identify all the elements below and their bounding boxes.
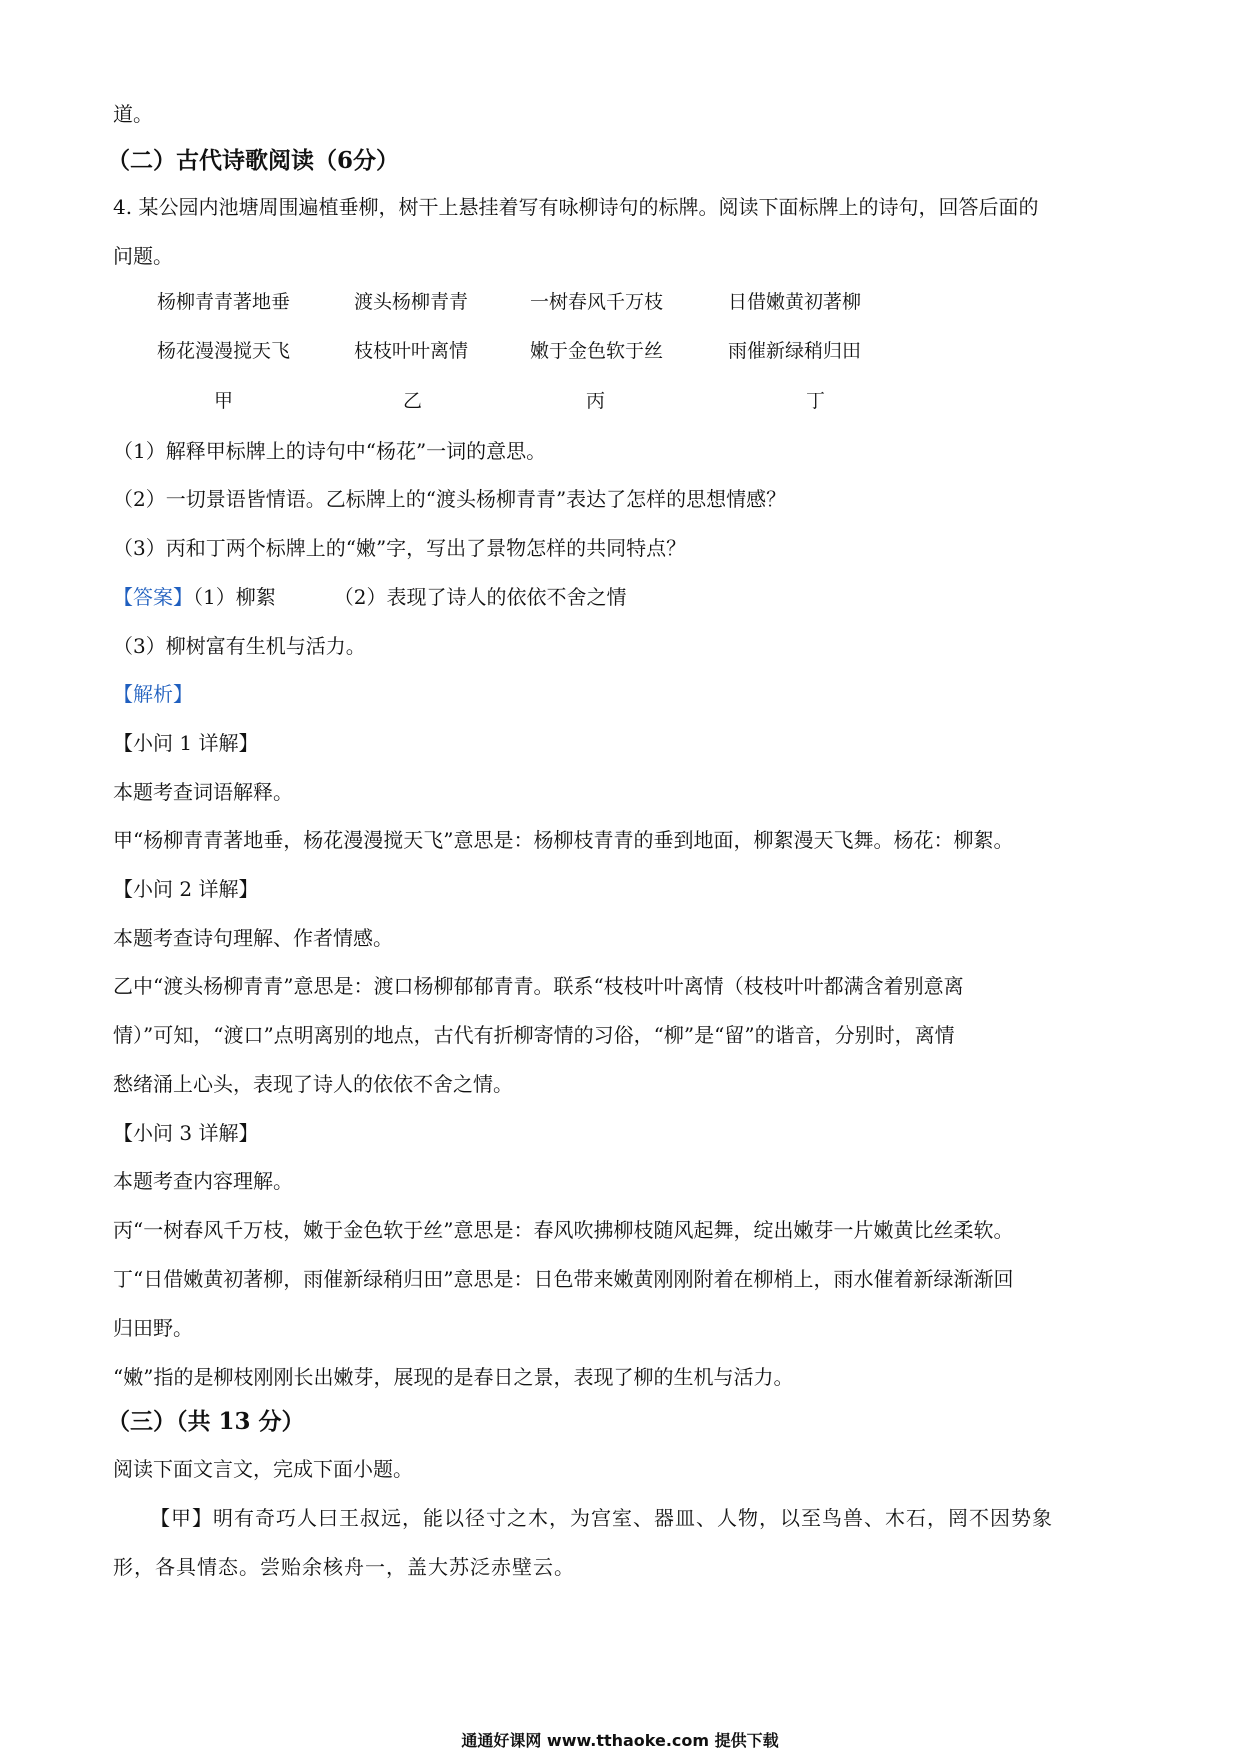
sign-label: 丁 <box>806 390 826 412</box>
sub-heading: 【小问 2 详解】 <box>113 877 259 901</box>
analysis-tag: 【解析】 <box>113 682 193 706</box>
poem-line: 渡头杨柳青青 <box>354 291 469 313</box>
classical-text: 形，各具情态。尝贻余核舟一，盖大苏泛赤壁云。 <box>113 1555 575 1579</box>
text-line: 丁“日借嫩黄初著柳，雨催新绿稍归田”意思是：日色带来嫩黄刚刚附着在柳梢上，雨水催着新绿渐渐回 <box>113 1267 1014 1291</box>
text-line: 问题。 <box>113 244 173 268</box>
section-heading: （二）古代诗歌阅读（6分） <box>107 147 400 174</box>
sub-heading: 【小问 1 详解】 <box>113 731 259 755</box>
poem-line: 杨柳青青著地垂 <box>157 291 291 313</box>
text-line: 本题考查内容理解。 <box>113 1169 293 1193</box>
text-line: 甲“杨柳青青著地垂，杨花漫漫搅天飞”意思是：杨柳枝青青的垂到地面，柳絮漫天飞舞。杨花：柳絮。 <box>113 828 1014 852</box>
sub-question: （2）一切景语皆情语。乙标牌上的“渡头杨柳青青”表达了怎样的思想情感？ <box>113 487 787 511</box>
poem-line: 一树春风千万枝 <box>530 291 664 313</box>
answer-1: （1）柳絮 <box>193 585 276 609</box>
text-line: 本题考查诗句理解、作者情感。 <box>113 926 393 950</box>
answer-line <box>113 584 626 610</box>
sign-label: 乙 <box>403 390 423 412</box>
text-line: 阅读下面文言文，完成下面小题。 <box>113 1457 413 1481</box>
sub-heading: 【小问 3 详解】 <box>113 1121 259 1145</box>
text-line: “嫩”指的是柳枝刚刚长出嫩芽，展现的是春日之景，表现了柳的生机与活力。 <box>113 1365 794 1389</box>
poem-line: 雨催新绿稍归田 <box>728 340 862 362</box>
footer-credit: 通通好课网 www.tthaoke.com 提供下载 <box>461 1731 779 1750</box>
text-line: 本题考查词语解释。 <box>113 780 293 804</box>
answer-3: （3）柳树富有生机与活力。 <box>113 634 366 658</box>
section-heading: （三）（共 13 分） <box>107 1408 305 1435</box>
sub-question: （3）丙和丁两个标牌上的“嫩”字，写出了景物怎样的共同特点？ <box>113 536 687 560</box>
classical-text: 【甲】明有奇巧人曰王叔远，能以径寸之木，为宫室、器皿、人物，以至鸟兽、木石，罔不因势象 <box>150 1506 1053 1530</box>
sign-label: 甲 <box>214 390 234 412</box>
text-line: 丙“一树春风千万枝，嫩于金色软于丝”意思是：春风吹拂柳枝随风起舞，绽出嫩芽一片嫩黄比丝柔软。 <box>113 1218 1014 1242</box>
answer-2: （2）表现了诗人的依依不舍之情 <box>333 585 627 609</box>
poem-line: 嫩于金色软于丝 <box>530 340 664 362</box>
poem-line: 杨花漫漫搅天飞 <box>157 340 291 362</box>
sign-label: 丙 <box>586 390 606 412</box>
question-4: 4. 某公园内池塘周围遍植垂柳，树干上悬挂着写有咏柳诗句的标牌。阅读下面标牌上的诗句，回答后面的 <box>113 195 1039 219</box>
text-line: 愁绪涌上心头，表现了诗人的依依不舍之情。 <box>113 1072 513 1096</box>
text-line: 道。 <box>113 102 153 126</box>
text-line: 归田野。 <box>113 1316 193 1340</box>
poem-line: 日借嫩黄初著柳 <box>728 291 862 313</box>
text-line: 乙中“渡头杨柳青青”意思是：渡口杨柳郁郁青青。联系“枝枝叶叶离情（枝枝叶叶都满含着别意离 <box>113 974 964 998</box>
answer-tag: 【答案】 <box>113 585 193 609</box>
poem-line: 枝枝叶叶离情 <box>354 340 469 362</box>
text-line: 情）”可知，“渡口”点明离别的地点，古代有折柳寄情的习俗，“柳”是“留”的谐音，分别时，离情 <box>113 1023 955 1047</box>
sub-question: （1）解释甲标牌上的诗句中“杨花”一词的意思。 <box>113 439 547 463</box>
